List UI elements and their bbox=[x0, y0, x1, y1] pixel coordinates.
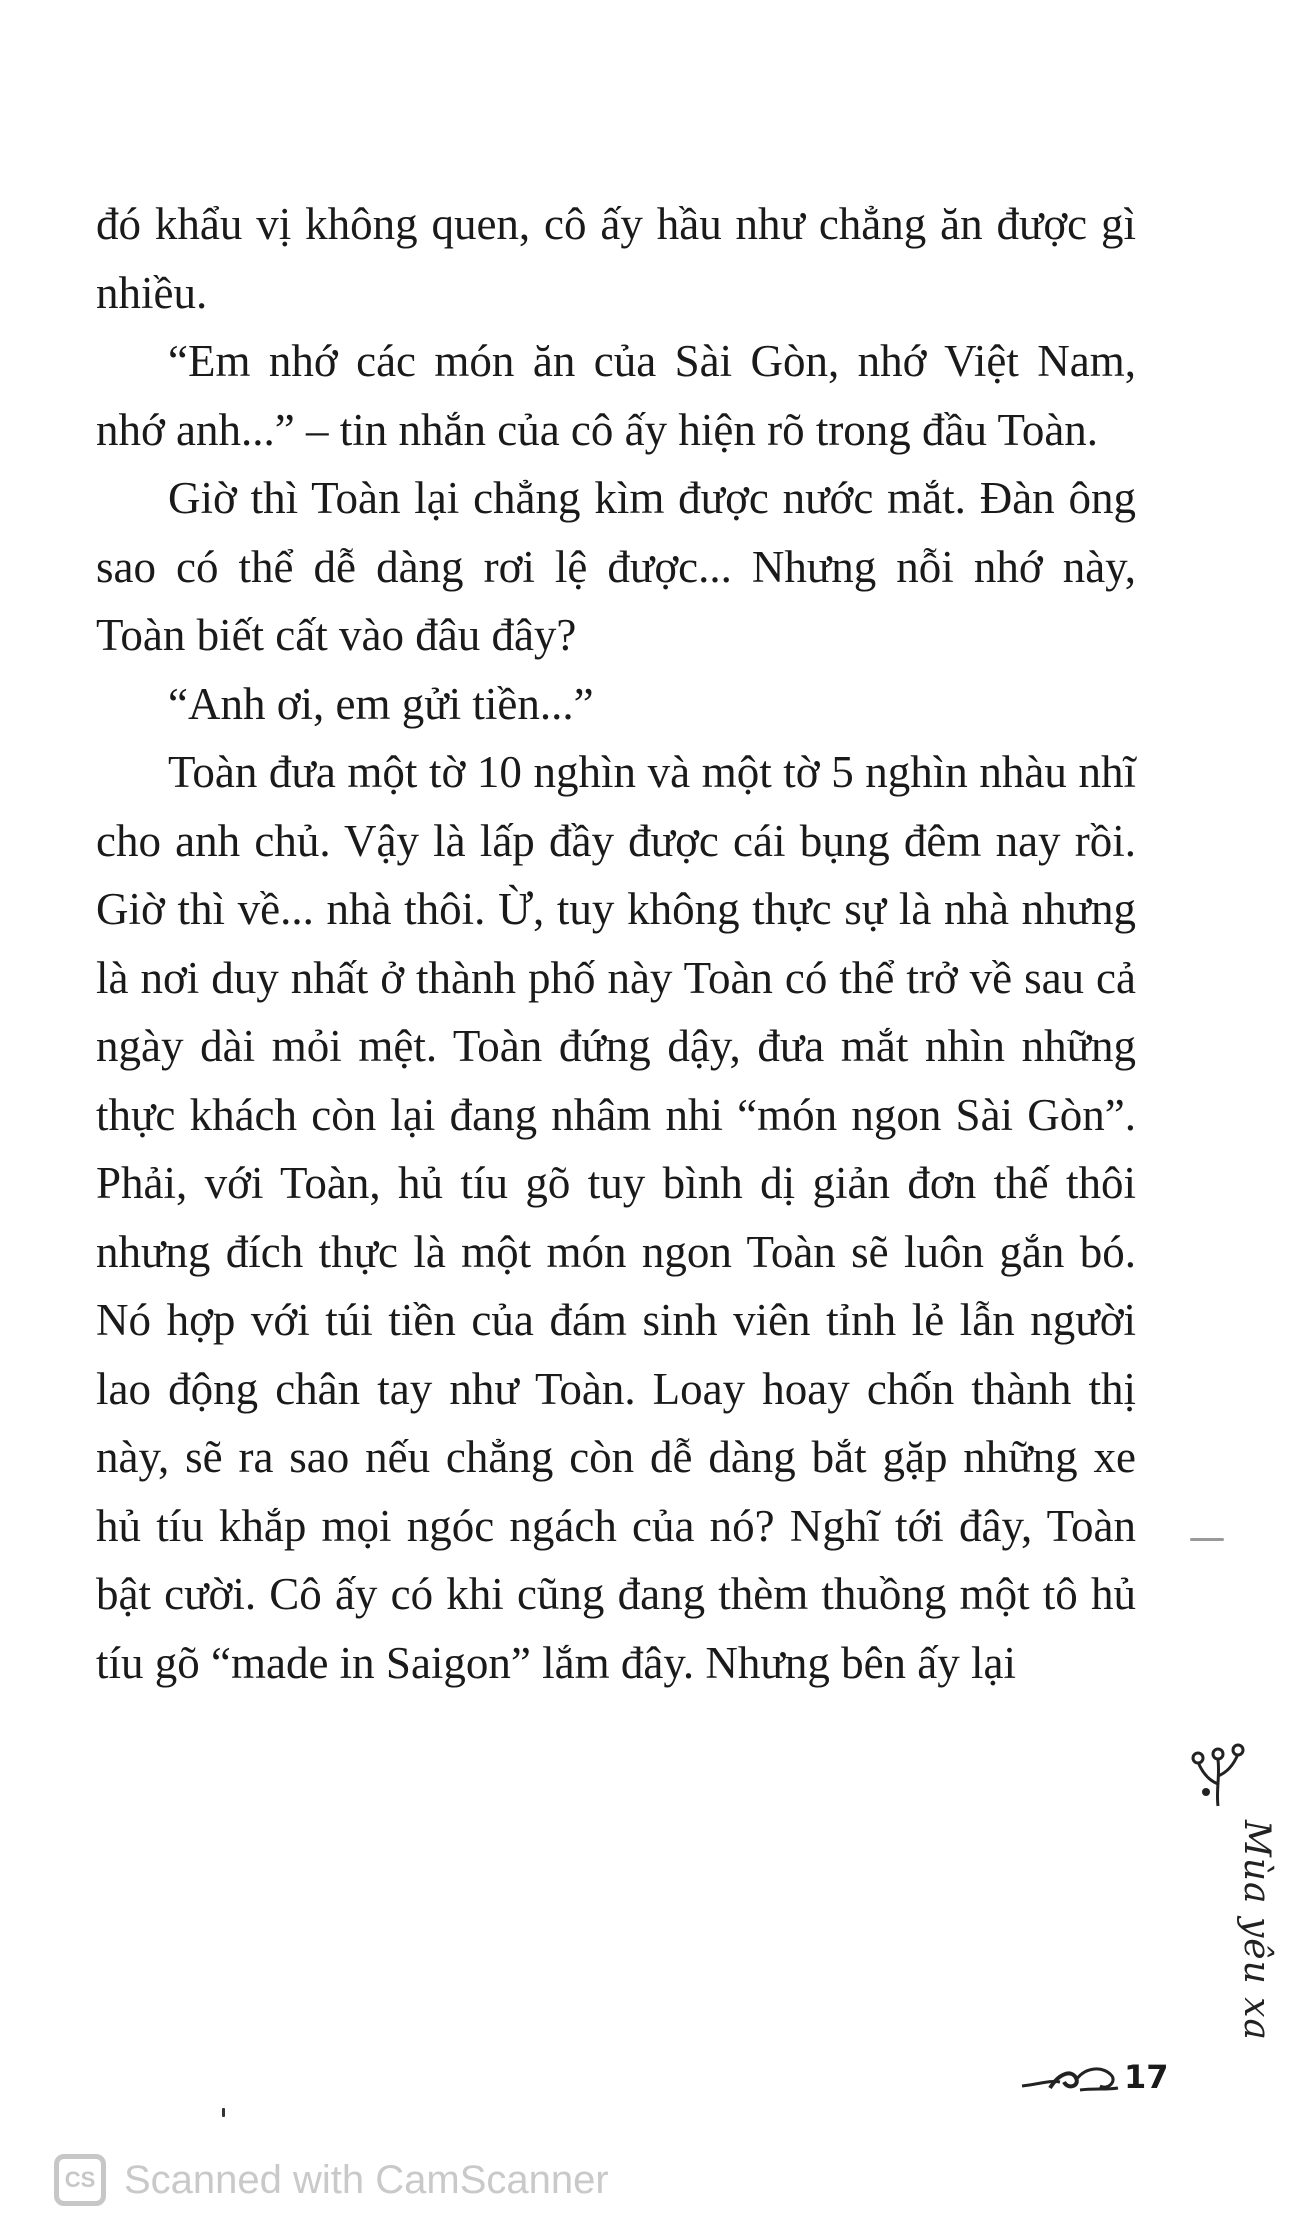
paragraph-1: đó khẩu vị không quen, cô ấy hầu như chẳng ăn được gì nhiều. bbox=[96, 199, 1136, 318]
page-number: 17 bbox=[1124, 2058, 1169, 2096]
book-title-vertical: Mùa yêu xa bbox=[1236, 1820, 1277, 2041]
margin-mark bbox=[1190, 1538, 1224, 1541]
camscanner-logo-icon: CS bbox=[54, 2154, 106, 2206]
swirl-ornament-icon bbox=[1020, 2060, 1120, 2094]
paragraph-3: Giờ thì Toàn lại chẳng kìm được nước mắt. Đàn ông sao có thể dễ dàng rơi lệ được... Nhưng nỗi nhớ này, Toàn biết cất vào đâu đây? bbox=[96, 473, 1136, 660]
flower-ornament-icon bbox=[1188, 1740, 1248, 1810]
paragraph-4: “Anh ơi, em gửi tiền...” bbox=[168, 678, 594, 729]
paragraph-2: “Em nhớ các món ăn của Sài Gòn, nhớ Việt Nam, nhớ anh...” – tin nhắn của cô ấy hiện rõ trong đầu Toàn. bbox=[96, 336, 1136, 455]
scan-speck bbox=[222, 2108, 225, 2117]
watermark-text: Scanned with CamScanner bbox=[124, 2157, 609, 2202]
body-text bbox=[96, 190, 1136, 1697]
paragraph-5: Toàn đưa một tờ 10 nghìn và một tờ 5 nghìn nhàu nhĩ cho anh chủ. Vậy là lấp đầy được cái bụng đêm nay rồi. Giờ thì về... nhà thôi. Ừ, tuy không thực sự là nhà nhưng là nơi duy nhất ở thành phố này Toàn có thể trở về sau cả ngày dài mỏi mệt. Toàn đứng dậy, đưa mắt nhìn những thực khách còn lại đang nhâm nhi “món ngon Sài Gòn”. Phải, với Toàn, hủ tíu gõ tuy bình dị giản đơn thế thôi nhưng đích thực là một món ngon Toàn sẽ luôn gắn bó. Nó hợp với túi tiền của đám sinh viên tỉnh lẻ lẫn người lao động chân tay như Toàn. Loay hoay chốn thành thị này, sẽ ra sao nếu chẳng còn dễ dàng bắt gặp những xe hủ tíu khắp mọi ngóc ngách của nó? Nghĩ tới đây, Toàn bật cười. Cô ấy có khi cũng đang thèm thuồng một tô hủ tíu gõ “made in Saigon” lắm đây. Nhưng bên ấy lại bbox=[96, 747, 1136, 1688]
scanner-watermark bbox=[54, 2150, 609, 2210]
